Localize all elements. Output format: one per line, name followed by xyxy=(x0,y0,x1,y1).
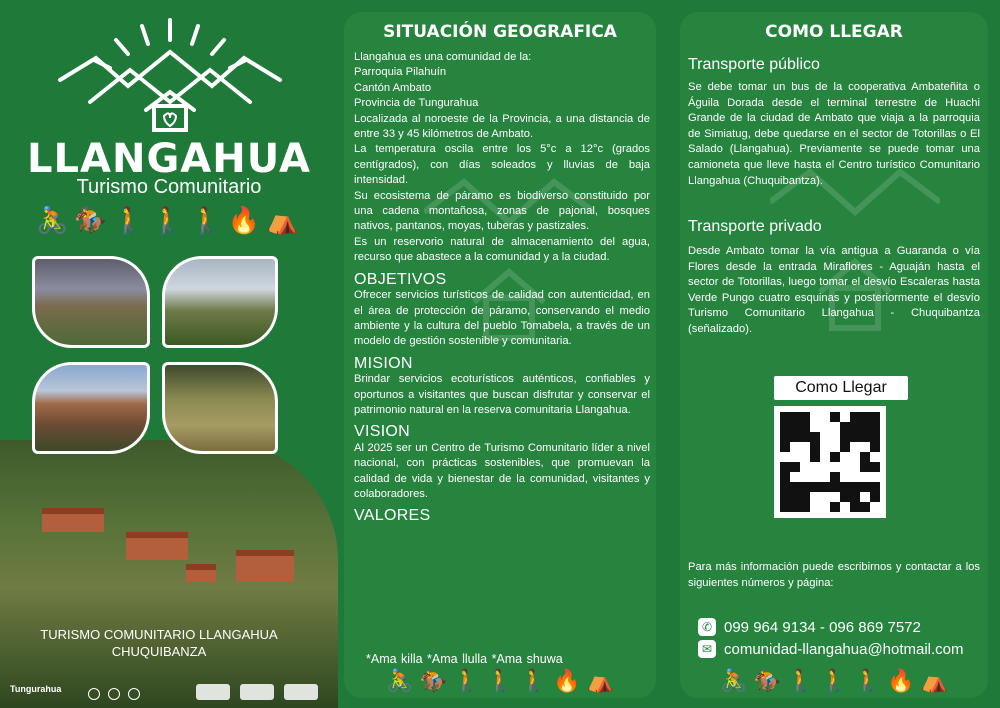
qr-module xyxy=(870,462,880,472)
hiker-icon: 🚶 xyxy=(853,668,882,693)
qr-module xyxy=(840,452,850,462)
qr-module xyxy=(790,412,800,422)
sponsor-logos xyxy=(196,684,318,700)
campfire-icon: 🔥 xyxy=(887,668,915,693)
qr-module xyxy=(830,492,840,502)
qr-module xyxy=(810,432,820,442)
directions-panel xyxy=(680,12,988,698)
qr-module xyxy=(820,442,830,452)
qr-module xyxy=(850,492,860,502)
directions-title: COMO LLEGAR xyxy=(765,22,903,42)
qr-module xyxy=(840,422,850,432)
qr-module xyxy=(870,502,880,512)
qr-module xyxy=(840,432,850,442)
activity-icons xyxy=(680,668,988,694)
hiker-icon: 🚶 xyxy=(452,668,481,693)
activity-icons xyxy=(36,205,299,235)
qr-module xyxy=(780,472,790,482)
qr-module xyxy=(810,412,820,422)
qr-module xyxy=(800,502,810,512)
objetivos-text: Ofrecer servicios turísticos de calidad con autenticidad, en el área de protección de páramo, conservando el medio ambiente y la cultura del pueblo Tomabela, a través de un modelo de gestión sostenible y comunitaria. xyxy=(354,289,650,348)
qr-module xyxy=(860,452,870,462)
qr-module xyxy=(780,462,790,472)
qr-module xyxy=(870,452,880,462)
qr-module xyxy=(850,502,860,512)
cover-caption xyxy=(0,626,318,660)
qr-module xyxy=(850,482,860,492)
qr-module xyxy=(790,482,800,492)
tent-icon: ⛺ xyxy=(586,668,614,693)
qr-module xyxy=(810,502,820,512)
qr-module xyxy=(790,472,800,482)
location-line: Cantón Ambato xyxy=(354,81,432,94)
qr-module xyxy=(800,442,810,452)
vision-heading: VISION xyxy=(354,423,411,441)
qr-module xyxy=(860,502,870,512)
hiker-icon: 🚶 xyxy=(151,205,184,235)
geography-paragraph: La temperatura oscila entre los 5°c a 12°c (grados centígrados), con días soleados y lluvias de baja intensidad. xyxy=(354,143,650,187)
qr-module xyxy=(870,482,880,492)
qr-module xyxy=(810,462,820,472)
qr-module xyxy=(830,412,840,422)
qr-code-icon[interactable] xyxy=(774,406,886,518)
partner-circle-icon xyxy=(128,688,140,700)
geography-paragraph: Es un reservorio natural de almacenamiento del agua, recurso que abastece a la comunidad y a la ciudad. xyxy=(354,235,650,264)
partner-circle-icon xyxy=(108,688,120,700)
phone-numbers[interactable]: 099 964 9134 - 096 869 7572 xyxy=(724,618,921,636)
qr-module xyxy=(860,462,870,472)
qr-module xyxy=(780,422,790,432)
geography-title: SITUACIÓN GEOGRAFICA xyxy=(383,22,617,42)
valores-text: *Ama killa *Ama llulla *Ama shuwa xyxy=(366,652,563,666)
public-transport-text: Se debe tomar un bus de la cooperativa Ambateñita o Águila Dorada desde el terminal terrestre de Huachi Grande de la ciudad de Ambato que viaja a la parroquia de Simiatug, debe quedarse en el sector de Totorillas o El Salado (Llangahua). Previamente se puede tomar una camioneta que lleve hasta el Centro turístico Comunitario Llangahua (Chuquibantza). xyxy=(688,81,980,187)
photo-highland-hut xyxy=(32,256,150,348)
cabin-roof xyxy=(236,550,294,582)
qr-module xyxy=(840,442,850,452)
qr-module xyxy=(790,462,800,472)
qr-module xyxy=(820,412,830,422)
qr-module xyxy=(840,482,850,492)
qr-module xyxy=(820,482,830,492)
valores-heading: VALORES xyxy=(354,507,431,525)
qr-module xyxy=(850,412,860,422)
hiker-icon: 🚶 xyxy=(189,205,222,235)
sponsor-logo xyxy=(284,684,318,700)
qr-module xyxy=(810,482,820,492)
qr-module xyxy=(860,412,870,422)
objetivos-heading: OBJETIVOS xyxy=(354,270,447,288)
qr-module xyxy=(850,432,860,442)
qr-module xyxy=(810,492,820,502)
hiker-icon: 🚶 xyxy=(519,668,548,693)
caption-line-2: CHUQUIBANZA xyxy=(111,644,207,659)
partner-circle-icon xyxy=(88,688,100,700)
sponsor-logo xyxy=(196,684,230,700)
photo-paramo-river xyxy=(162,256,278,348)
qr-module xyxy=(780,452,790,462)
activity-icons xyxy=(344,668,656,694)
cover-panel xyxy=(0,0,338,708)
qr-module xyxy=(840,462,850,472)
qr-module xyxy=(800,452,810,462)
qr-module xyxy=(870,412,880,422)
vision-text: Al 2025 ser un Centro de Turismo Comunitario líder a nivel nacional, con prácticas sostenibles, que promuevan la calidad de vida y bienestar de la comunidad, visitantes y colaboradores. xyxy=(354,441,650,500)
qr-module xyxy=(810,472,820,482)
tent-icon: ⛺ xyxy=(266,205,299,235)
tent-icon: ⛺ xyxy=(920,668,948,693)
phone-contact xyxy=(698,618,921,636)
email-icon: ✉ xyxy=(698,640,716,658)
horse-icon: 🏇 xyxy=(74,205,107,235)
qr-module xyxy=(800,432,810,442)
qr-module xyxy=(830,442,840,452)
qr-module xyxy=(820,472,830,482)
qr-module xyxy=(870,492,880,502)
qr-module xyxy=(830,432,840,442)
photo-grassland-person xyxy=(162,362,278,454)
qr-module xyxy=(850,422,860,432)
qr-module xyxy=(820,422,830,432)
qr-module xyxy=(800,412,810,422)
geography-paragraph: Su ecosistema de páramo es biodiverso constituido por una cadena montañosa, zonas de pajonal, bosques nativos, pantanos, moyas, tuberas y pastizales. xyxy=(354,189,650,233)
mountain-house-logo-icon xyxy=(50,14,290,136)
mision-text: Brindar servicios ecoturísticos auténticos, confiables y oportunos a visitantes que buscan disfrutar y conservar el patrimonio natural en la reserva comunitaria Llangahua. xyxy=(354,373,650,416)
qr-module xyxy=(780,482,790,492)
qr-module xyxy=(830,482,840,492)
cabin-roof xyxy=(126,532,188,560)
qr-module xyxy=(860,492,870,502)
qr-module xyxy=(780,432,790,442)
qr-module xyxy=(840,412,850,422)
brand-subtitle: Turismo Comunitario xyxy=(76,176,262,198)
qr-module xyxy=(850,452,860,462)
tungurahua-logo: Tungurahua xyxy=(10,684,62,694)
private-transport-text: Desde Ambato tomar la vía antigua a Guaranda o vía Flores desde la entrada Miraflores - Aguaján hasta el sector de Totorillas, luego tomar el desvío Escaleras hasta Verde Pungo cuatro esquinas y posteriormente el desvío Turismo Comunitario Llangahua - Chuquibantza (señalizado). xyxy=(688,245,980,335)
qr-module xyxy=(790,422,800,432)
qr-module xyxy=(850,462,860,472)
qr-module xyxy=(830,502,840,512)
public-transport-heading: Transporte público xyxy=(688,56,820,73)
qr-module xyxy=(800,462,810,472)
hiker-icon: 🚶 xyxy=(486,668,514,693)
bike-icon: 🚴 xyxy=(720,668,748,693)
qr-module xyxy=(790,452,800,462)
qr-module xyxy=(830,462,840,472)
bike-icon: 🚴 xyxy=(386,668,414,693)
qr-module xyxy=(830,472,840,482)
phone-icon: ✆ xyxy=(698,618,716,636)
qr-module xyxy=(840,472,850,482)
qr-module xyxy=(800,422,810,432)
hiker-icon: 🚶 xyxy=(786,668,815,693)
qr-module xyxy=(840,492,850,502)
qr-module xyxy=(810,422,820,432)
qr-module xyxy=(790,442,800,452)
qr-module xyxy=(780,502,790,512)
qr-module xyxy=(870,422,880,432)
geography-paragraph: Localizada al noroeste de la Provincia, a una distancia de entre 33 y 45 kilómetros de Ambato. xyxy=(354,112,650,141)
bike-icon: 🚴 xyxy=(36,205,69,235)
email-contact xyxy=(698,640,964,658)
qr-module xyxy=(780,442,790,452)
contact-info-text: Para más información puede escribirnos y contactar a los siguientes números y página: xyxy=(688,561,980,589)
location-line: Provincia de Tungurahua xyxy=(354,97,479,110)
qr-module xyxy=(790,492,800,502)
qr-module xyxy=(860,442,870,452)
qr-module xyxy=(840,502,850,512)
qr-module xyxy=(860,432,870,442)
qr-module xyxy=(800,482,810,492)
qr-module xyxy=(860,482,870,492)
sponsor-logo xyxy=(240,684,274,700)
qr-module xyxy=(860,472,870,482)
qr-module xyxy=(780,492,790,502)
geography-body xyxy=(354,50,650,525)
qr-module xyxy=(830,452,840,462)
qr-module xyxy=(860,422,870,432)
location-line: Llangahua es una comunidad de la: xyxy=(354,51,532,63)
campfire-icon: 🔥 xyxy=(553,668,581,693)
mision-heading: MISION xyxy=(354,354,413,372)
qr-module xyxy=(830,422,840,432)
horse-icon: 🏇 xyxy=(753,668,781,693)
cabin-roof xyxy=(186,564,216,582)
qr-module xyxy=(850,442,860,452)
qr-module xyxy=(820,492,830,502)
qr-module xyxy=(800,492,810,502)
partner-icons xyxy=(88,688,140,700)
email-address[interactable]: comunidad-llangahua@hotmail.com xyxy=(724,640,964,658)
qr-module xyxy=(820,502,830,512)
qr-module xyxy=(870,442,880,452)
caption-line-1: TURISMO COMUNITARIO LLANGAHUA xyxy=(40,627,278,642)
qr-module xyxy=(820,462,830,472)
qr-module xyxy=(780,412,790,422)
geography-panel xyxy=(344,12,656,698)
horse-icon: 🏇 xyxy=(419,668,447,693)
como-llegar-button[interactable]: Como Llegar xyxy=(774,376,908,400)
qr-module xyxy=(820,432,830,442)
qr-module xyxy=(870,472,880,482)
photo-round-building xyxy=(32,362,150,454)
qr-module xyxy=(870,432,880,442)
cabin-roof xyxy=(42,508,104,532)
qr-module xyxy=(850,472,860,482)
qr-module xyxy=(820,452,830,462)
qr-module xyxy=(810,452,820,462)
brand-title: LLANGAHUA xyxy=(27,136,311,182)
hiker-icon: 🚶 xyxy=(820,668,848,693)
campfire-icon: 🔥 xyxy=(227,205,261,235)
private-transport-heading: Transporte privado xyxy=(688,218,822,235)
hiker-icon: 🚶 xyxy=(112,205,146,235)
qr-module xyxy=(790,502,800,512)
location-line: Parroquia Pilahuín xyxy=(354,66,447,79)
qr-module xyxy=(810,442,820,452)
qr-module xyxy=(790,432,800,442)
qr-module xyxy=(800,472,810,482)
